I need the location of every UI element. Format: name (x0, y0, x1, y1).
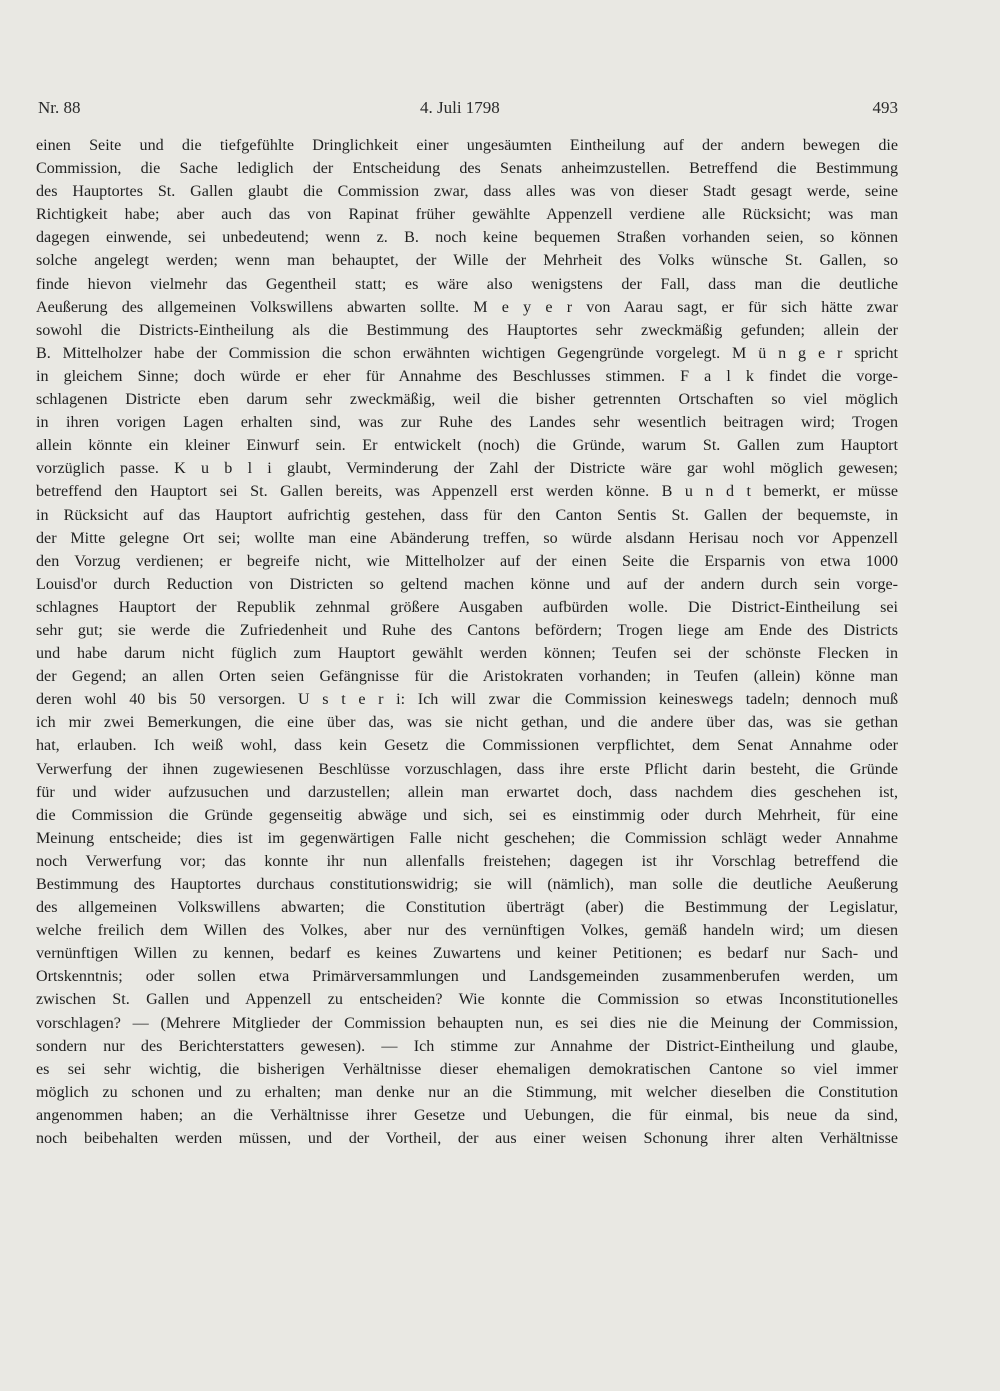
text-line: den Vorzug verdienen; er begreife nicht, wie Mittelholzer auf der einen Seite die Ersparnis von etwa 1000 (36, 552, 898, 570)
text-line: der Mitte gelegne Ort sei; wollte man eine Abänderung treffen, so würde alsdann Herisau noch vor Appenzell (36, 529, 898, 547)
text-line: Meinung entscheide; dies ist im gegenwärtigen Falle nicht geschehen; die Commission schlägt weder Annahme (36, 829, 898, 847)
text-line: möglich zu schonen und zu erhalten; man denke nur an die Stimmung, mit welcher dieselben die Constitution (36, 1083, 898, 1101)
text-line: vorzüglich passe. K u b l i glaubt, Verminderung der Zahl der Districte wäre gar wohl möglich gewesen; (36, 460, 898, 478)
text-line: Richtigkeit habe; aber auch das von Rapinat früher gewählte Appenzell verdiene alle Rücksicht; was man (36, 206, 898, 224)
text-line: schlagnes Hauptort der Republik zehnmal größere Ausgaben aufbürden wolle. Die District-Eintheilung sei (36, 598, 898, 616)
text-line: Louisd'or durch Reduction von Districten so geltend machen könne und auf der andern durch sein vorge- (36, 575, 898, 593)
text-line: zwischen St. Gallen und Appenzell zu entscheiden? Wie konnte die Commission so etwas Inconstitutionelles (36, 991, 898, 1009)
text-line: finde hievon vielmehr das Gegentheil statt; es wäre also wenigstens der Fall, dass man die deutliche (36, 275, 898, 293)
text-line: Ortskenntnis; oder sollen etwa Primärversammlungen und Landsgemeinden zusammenberufen werden, um (36, 968, 898, 986)
text-line: der Gegend; an allen Orten seien Gefängnisse für die Aristokraten vorhanden; in Teufen (allein) könne man (36, 668, 898, 686)
text-line: Commission, die Sache lediglich der Entscheidung des Senats anheimzustellen. Betreffend die Bestimmung (36, 160, 898, 178)
text-line: noch beibehalten werden müssen, und der Vortheil, der aus einer weisen Schonung ihrer alten Verhältnisse (36, 1130, 898, 1148)
text-line: vorschlagen? — (Mehrere Mitglieder der Commission behaupten nun, es sei dies nie die Meinung der Commission, (36, 1014, 898, 1032)
text-line: schlagenen Districte eben darum sehr zweckmäßig, weil die bisher getrennten Ortschaften so viel möglich (36, 391, 898, 409)
text-line: sondern nur des Berichterstatters gewesen). — Ich stimme zur Annahme der District-Eintheilung und glaube, (36, 1037, 898, 1055)
document-number: Nr. 88 (38, 98, 81, 117)
text-line: dagegen einwende, sei unbedeutend; wenn z. B. noch keine bequemen Straßen vorhanden seien, so können (36, 229, 898, 247)
text-line: sowohl die Districts-Eintheilung als die Bestimmung des Hauptortes sehr zweckmäßig gefunden; allein der (36, 321, 898, 339)
text-line: in ihren vorigen Lagen erhalten sind, was zur Ruhe des Landes sehr wesentlich beitragen wird; Trogen (36, 414, 898, 432)
text-line: und habe darum nicht füglich zum Hauptort gewählt werden können; Teufen sei der schönste Flecken in (36, 645, 898, 663)
text-line: Bestimmung des Hauptortes durchaus constitutionswidrig; sie will (nämlich), man solle die deutliche Aeußerung (36, 876, 898, 893)
text-line: vernünftigen Willen zu kennen, bedarf es keines Zuwartens und keiner Petitionen; es bedarf nur Sach- und (36, 945, 898, 963)
text-line: des Hauptortes St. Gallen glaubt die Commission zwar, dass alles was von dieser Stadt gesagt werde, seine (36, 183, 898, 201)
text-line: allein könnte ein kleiner Einwurf sein. Er entwickelt (noch) die Gründe, warum St. Gallen zum Hauptort (36, 437, 898, 455)
text-line: die Commission die Gründe gegenseitig abwäge und sich, sei es einstimmig oder durch Mehrheit, für eine (36, 806, 898, 824)
text-line: des allgemeinen Volkswillens abwarten; die Constitution überträgt (aber) die Bestimmung der Legislatur, (36, 899, 898, 917)
text-line: sehr gut; sie werde die Zufriedenheit und Ruhe des Cantons befördern; Trogen liege am Ende des Districts (36, 621, 898, 639)
text-line: hat, erlauben. Ich weiß wohl, dass kein Gesetz die Commissionen verpflichtet, dem Senat Annahme oder (36, 737, 898, 755)
text-line: in Rücksicht auf das Hauptort aufrichtig gestehen, dass für den Canton Sentis St. Gallen der bequemste, in (36, 506, 898, 524)
text-line: es sei sehr wichtig, die bisherigen Verhältnisse dieser ehemaligen demokratischen Cantone so viel immer (36, 1060, 898, 1078)
text-line: in gleichem Sinne; doch würde er eher für Annahme des Beschlusses stimmen. F a l k findet die vorge- (36, 367, 898, 385)
text-line: Verwerfung der ihnen zugewiesenen Beschlüsse vorzuschlagen, dass ihre erste Pflicht darin besteht, die Gründe (36, 760, 898, 778)
text-line: einen Seite und die tiefgefühlte Dringlichkeit einer ungesäumten Eintheilung auf der andern bewegen die (36, 137, 898, 154)
running-header (38, 98, 898, 126)
page-number: 493 (872, 98, 898, 117)
body-text (36, 134, 898, 1150)
text-line: welche freilich dem Willen des Volkes, aber nur des vernünftigen Volkes, gemäß handeln wird; um diesen (36, 922, 898, 940)
text-line: deren wohl 40 bis 50 versorgen. U s t e r i: Ich will zwar die Commission keineswegs tadeln; dennoch muß (36, 691, 898, 709)
text-line: Aeußerung des allgemeinen Volkswillens abwarten sollte. M e y e r von Aarau sagt, er für sich hätte zwar (36, 298, 898, 316)
text-line: noch Verwerfung vor; das konnte ihr nun allenfalls freistehen; dagegen ist ihr Vorschlag betreffend die (36, 852, 898, 870)
text-line: solche angelegt werden; wenn man behauptet, der Wille der Mehrheit des Volks wünsche St. Gallen, so (36, 252, 898, 270)
text-line: ich mir zwei Bemerkungen, die eine über das, was sie nicht gethan, und die andere über das, was sie gethan (36, 714, 898, 732)
text-line: B. Mittelholzer habe der Commission die schon erwähnten wichtigen Gegengründe vorgelegt. M ü n g e r spricht (36, 344, 898, 362)
text-line: betreffend den Hauptort sei St. Gallen bereits, was Appenzell erst werden könne. B u n d t bemerkt, er müsse (36, 483, 898, 501)
document-date: 4. Juli 1798 (420, 98, 500, 117)
text-line: für und wider aufzusuchen und darzustellen; allein man erwartet doch, dass nachdem dies geschehen ist, (36, 783, 898, 801)
text-line: angenommen haben; an die Verhältnisse ihrer Gesetze und Uebungen, die für einmal, bis neue da sind, (36, 1106, 898, 1124)
